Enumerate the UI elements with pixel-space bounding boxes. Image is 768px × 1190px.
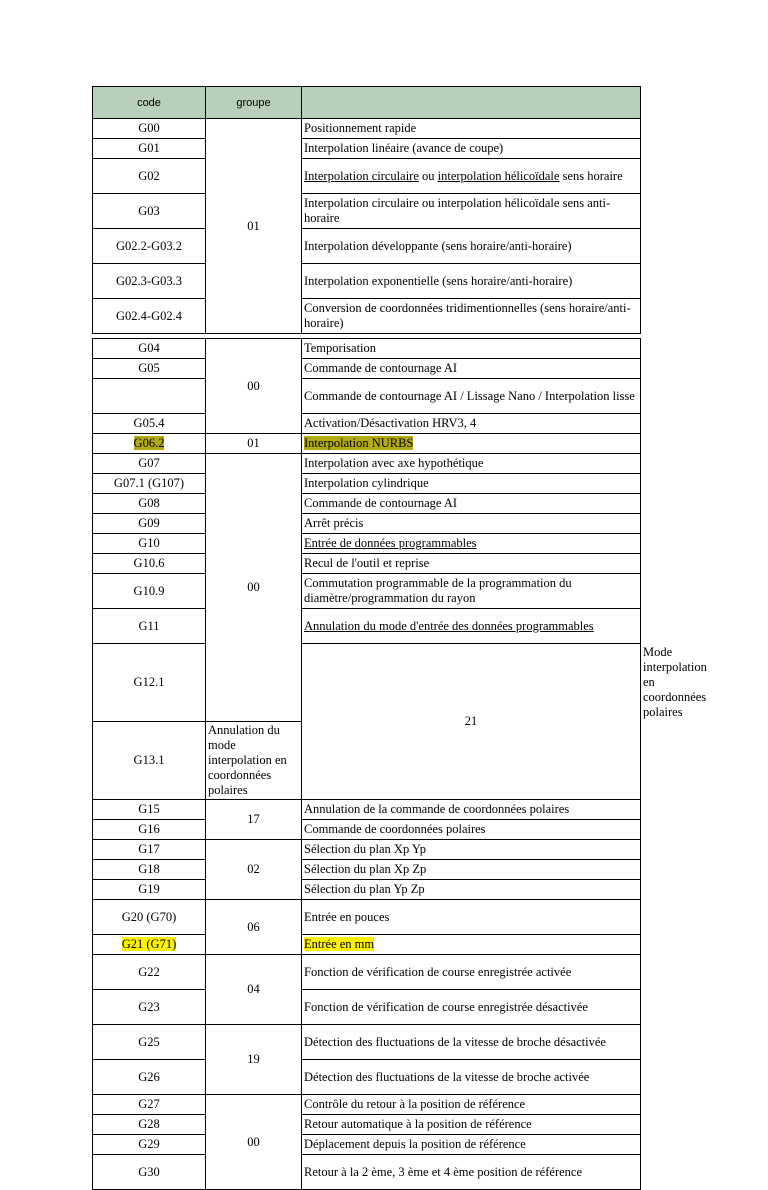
description-text: ou <box>418 168 438 183</box>
description-text: Détection des fluctuations de la vitesse de broche désactivée <box>304 1034 606 1049</box>
code-text: G02.4-G02.4 <box>116 308 182 323</box>
cell-description <box>302 299 641 334</box>
description-text: Retour à la 2 ème, 3 ème et 4 ème position de référence <box>304 1164 583 1179</box>
cell-code <box>93 955 206 990</box>
description-text: Commande de contournage AI <box>304 361 458 375</box>
cell-code <box>93 800 206 820</box>
description-text: Retour automatique à la position de référence <box>304 1117 532 1131</box>
cell-code <box>93 574 206 609</box>
cell-groupe: 21 <box>302 644 641 800</box>
description-text: Interpolation circulaire ou interpolation hélicoïdale sens anti-horaire <box>304 196 611 225</box>
code-text: G05 <box>138 361 160 375</box>
cell-description <box>302 434 641 454</box>
cell-code <box>93 454 206 474</box>
description-text: Commande de contournage AI <box>304 496 458 510</box>
cell-code <box>93 119 206 139</box>
cell-code <box>93 339 206 359</box>
cell-code <box>93 514 206 534</box>
description-text: sens horaire <box>559 168 623 183</box>
cell-description <box>302 574 641 609</box>
description-text: Interpolation cylindrique <box>304 476 429 490</box>
gcode-table <box>92 86 707 1190</box>
cell-code <box>93 474 206 494</box>
table-row <box>93 1155 641 1190</box>
table-row <box>93 264 641 299</box>
cell-groupe: 06 <box>206 900 302 955</box>
table-row <box>93 414 641 434</box>
cell-code <box>93 264 206 299</box>
code-text: G07.1 (G107) <box>113 476 185 490</box>
code-text: G26 <box>138 1069 160 1084</box>
table-row <box>93 990 641 1025</box>
cell-code <box>93 534 206 554</box>
description-text: Sélection du plan Yp Zp <box>304 882 425 896</box>
table-row <box>93 880 641 900</box>
cell-description <box>302 554 641 574</box>
table-row <box>93 1025 641 1060</box>
code-text: G10.9 <box>133 583 165 598</box>
code-text: G08 <box>138 496 160 510</box>
table-row <box>93 955 641 990</box>
cell-code <box>93 860 206 880</box>
cell-description <box>302 990 641 1025</box>
table-row <box>93 474 641 494</box>
cell-code <box>93 414 206 434</box>
cell-code <box>93 194 206 229</box>
code-text: G10.6 <box>133 556 165 570</box>
code-text: G19 <box>138 882 160 896</box>
table-row <box>93 434 641 454</box>
code-text: G04 <box>138 341 160 355</box>
description-text: Interpolation développante (sens horaire/anti-horaire) <box>304 238 572 253</box>
cell-code <box>93 554 206 574</box>
table-row <box>93 194 641 229</box>
code-text: G01 <box>138 141 160 155</box>
cell-description <box>302 119 641 139</box>
description-text: Entrée de données programmables <box>304 536 477 550</box>
table-row <box>93 1095 641 1115</box>
cell-description <box>302 800 641 820</box>
description-text: Entrée en mm <box>304 937 375 951</box>
table-row <box>93 860 641 880</box>
description-text: Contrôle du retour à la position de référence <box>304 1097 526 1111</box>
cell-code <box>93 229 206 264</box>
description-text: Fonction de vérification de course enregistrée activée <box>304 964 572 979</box>
cell-code <box>93 644 206 722</box>
cell-description <box>302 1135 641 1155</box>
description-text: Annulation du mode interpolation en coordonnées polaires <box>208 723 287 797</box>
table-row <box>93 299 641 334</box>
cell-description <box>302 609 641 644</box>
cell-groupe: 19 <box>206 1025 302 1095</box>
table-row <box>93 800 641 820</box>
description-text: Conversion de coordonnées tridimentionnelles (sens horaire/anti-horaire) <box>304 301 631 330</box>
code-text: G13.1 <box>133 753 165 767</box>
description-text: Interpolation circulaire <box>304 168 419 183</box>
code-text: G09 <box>138 516 160 530</box>
description-text: Interpolation NURBS <box>304 436 414 450</box>
cell-code <box>93 494 206 514</box>
cell-description <box>302 534 641 554</box>
code-text: G02 <box>138 168 160 183</box>
code-text: G02.3-G03.3 <box>116 273 182 288</box>
table-row <box>93 494 641 514</box>
cell-code <box>93 299 206 334</box>
table-row <box>93 139 641 159</box>
description-text: Commutation programmable de la programmation du diamètre/programmation du rayon <box>304 576 572 605</box>
cell-description <box>302 880 641 900</box>
description-text: Fonction de vérification de course enregistrée désactivée <box>304 999 588 1014</box>
table-row <box>93 900 641 935</box>
table-row <box>93 119 641 139</box>
cell-description <box>302 474 641 494</box>
cell-description <box>302 414 641 434</box>
cell-code <box>93 1060 206 1095</box>
table-row <box>93 454 641 474</box>
table-row <box>93 1115 641 1135</box>
cell-groupe: 01 <box>206 119 302 334</box>
code-text: G00 <box>138 121 160 135</box>
header-code: code <box>93 87 206 119</box>
cell-description <box>302 1025 641 1060</box>
code-text: G21 (G71) <box>121 937 177 951</box>
cell-description <box>302 159 641 194</box>
code-text: G28 <box>138 1117 160 1131</box>
table-row <box>93 229 641 264</box>
cell-groupe: 01 <box>206 434 302 454</box>
cell-groupe: 00 <box>206 1095 302 1190</box>
table-row <box>93 609 641 644</box>
cell-code <box>93 935 206 955</box>
description-text: Temporisation <box>304 341 377 355</box>
table-row <box>93 379 641 414</box>
cell-description <box>302 339 641 359</box>
description-text: Détection des fluctuations de la vitesse de broche activée <box>304 1069 590 1084</box>
table-row <box>93 574 641 609</box>
description-text: Commande de coordonnées polaires <box>304 822 486 836</box>
code-text: G07 <box>138 456 160 470</box>
cell-description <box>302 935 641 955</box>
cell-description <box>302 1115 641 1135</box>
cell-description <box>302 494 641 514</box>
table-row <box>93 935 641 955</box>
cell-description <box>302 264 641 299</box>
description-text: Annulation du mode d'entrée des données programmables <box>304 618 594 633</box>
description-text: Interpolation avec axe hypothétique <box>304 456 484 470</box>
code-text: G23 <box>138 999 160 1014</box>
code-text: G27 <box>138 1097 160 1111</box>
header-row <box>93 87 641 119</box>
table-row <box>93 1060 641 1095</box>
table-row <box>93 644 641 722</box>
cell-description <box>302 860 641 880</box>
table-row <box>93 1135 641 1155</box>
cell-groupe: 00 <box>206 454 302 722</box>
cell-code <box>93 880 206 900</box>
description-text: Déplacement depuis la position de référence <box>304 1137 526 1151</box>
code-text: G06.2 <box>133 436 165 450</box>
cell-description <box>302 139 641 159</box>
cell-groupe: 17 <box>206 800 302 840</box>
cell-description <box>302 955 641 990</box>
description-text: Commande de contournage AI / Lissage Nano / Interpolation lisse <box>304 388 635 403</box>
cell-description <box>302 840 641 860</box>
code-text: G30 <box>138 1164 160 1179</box>
table-row <box>93 339 641 359</box>
cell-description <box>302 820 641 840</box>
description-text: Recul de l'outil et reprise <box>304 556 430 570</box>
cell-groupe: 02 <box>206 840 302 900</box>
cell-code <box>93 1155 206 1190</box>
cell-code <box>93 990 206 1025</box>
cell-description <box>206 722 302 800</box>
cell-description <box>302 194 641 229</box>
cell-description <box>302 379 641 414</box>
table-row <box>93 514 641 534</box>
code-text: G05.4 <box>133 416 165 430</box>
table-row <box>93 159 641 194</box>
code-text: G25 <box>138 1034 160 1049</box>
table-row <box>93 534 641 554</box>
cell-groupe: 00 <box>206 339 302 434</box>
cell-code <box>93 434 206 454</box>
cell-description <box>302 359 641 379</box>
description-text: Mode interpolation en coordonnées polaires <box>643 645 707 719</box>
cell-code <box>93 1115 206 1135</box>
code-text: G02.2-G03.2 <box>116 238 182 253</box>
table-body <box>93 119 707 1190</box>
cell-description <box>302 1095 641 1115</box>
cell-description <box>302 1060 641 1095</box>
description-text: Interpolation linéaire (avance de coupe) <box>304 141 504 155</box>
description-text: Arrêt précis <box>304 516 364 530</box>
code-text: G11 <box>138 618 160 633</box>
cell-code <box>93 1025 206 1060</box>
description-text: Positionnement rapide <box>304 121 417 135</box>
description-text: Activation/Désactivation HRV3, 4 <box>304 416 477 430</box>
code-text: G29 <box>138 1137 160 1151</box>
code-text: G18 <box>138 862 160 876</box>
cell-code <box>93 159 206 194</box>
code-text: G20 (G70) <box>121 909 177 924</box>
cell-code <box>93 722 206 800</box>
code-text: G03 <box>138 203 160 218</box>
code-text: G15 <box>138 802 160 816</box>
table-row <box>93 840 641 860</box>
table-row <box>93 359 641 379</box>
cell-code <box>93 139 206 159</box>
cell-description <box>302 514 641 534</box>
cell-description <box>302 229 641 264</box>
code-text: G22 <box>138 964 160 979</box>
description-text: Interpolation exponentielle (sens horaire/anti-horaire) <box>304 273 573 288</box>
table-row <box>93 820 641 840</box>
cell-code <box>93 1135 206 1155</box>
description-text: Sélection du plan Xp Yp <box>304 842 426 856</box>
cell-code <box>93 359 206 379</box>
description-text: Entrée en pouces <box>304 909 390 924</box>
code-text: G10 <box>138 536 160 550</box>
code-text: G17 <box>138 842 160 856</box>
cell-code <box>93 900 206 935</box>
table-row <box>93 554 641 574</box>
cell-description <box>302 454 641 474</box>
description-text: Annulation de la commande de coordonnées polaires <box>304 802 570 816</box>
code-text: G16 <box>138 822 160 836</box>
cell-code <box>93 820 206 840</box>
description-text: Sélection du plan Xp Zp <box>304 862 427 876</box>
cell-groupe: 04 <box>206 955 302 1025</box>
cell-description <box>302 900 641 935</box>
description-text: interpolation hélicoïdale <box>437 168 560 183</box>
cell-code <box>93 609 206 644</box>
code-text: G12.1 <box>133 675 165 689</box>
cell-code <box>93 840 206 860</box>
header-groupe: groupe <box>206 87 302 119</box>
cell-code <box>93 379 206 414</box>
cell-code <box>93 1095 206 1115</box>
cell-description <box>302 1155 641 1190</box>
header-description <box>302 87 641 119</box>
